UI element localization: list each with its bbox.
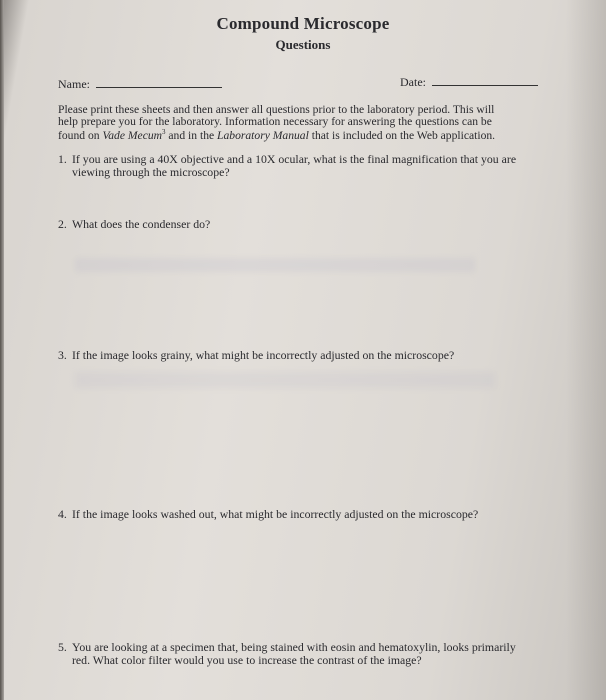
footnote-marker: 3 — [162, 128, 166, 136]
question-4 — [58, 508, 548, 521]
question-text: If the image looks grainy, what might be incorrectly adjusted on the microscope? — [72, 348, 455, 362]
question-number: 5. — [58, 640, 67, 654]
instructions-text: and in the — [165, 128, 218, 142]
question-3 — [58, 349, 548, 362]
instructions-paragraph — [58, 104, 550, 141]
vade-mecum-title: Vade Mecum — [102, 128, 163, 142]
instructions-line-3 — [58, 127, 550, 141]
question-number: 1. — [58, 152, 67, 166]
instructions-line-2: help prepare you for the laboratory. Information necessary for answering the questions can be — [58, 114, 492, 128]
question-2 — [58, 218, 548, 231]
instructions-text: that is included on the Web application. — [308, 128, 496, 142]
name-label: Name: — [58, 77, 90, 91]
question-text: If you are using a 40X objective and a 10X ocular, what is the final magnification that you are viewing through the microscope? — [72, 152, 517, 179]
page-shadow — [566, 0, 606, 700]
question-1 — [58, 153, 548, 179]
bleed-through — [75, 372, 495, 388]
name-field — [58, 77, 222, 92]
instructions-text: found on — [58, 128, 103, 142]
page-title: Compound Microscope — [216, 14, 390, 33]
question-number: 2. — [58, 217, 67, 231]
question-text: If the image looks washed out, what might be incorrectly adjusted on the microscope? — [72, 507, 479, 521]
question-text: You are looking at a specimen that, being stained with eosin and hematoxylin, looks primarily red. What color filter would you use to increase the contrast of the image? — [72, 640, 516, 667]
instructions-line-1: Please print these sheets and then answer all questions prior to the laboratory period. This will — [58, 103, 495, 116]
question-number: 4. — [58, 507, 67, 521]
page-edge — [0, 0, 4, 700]
question-text: What does the condenser do? — [72, 217, 211, 231]
question-number: 3. — [58, 348, 67, 362]
question-5 — [58, 641, 528, 667]
date-blank — [432, 75, 538, 86]
date-field — [400, 75, 538, 90]
bleed-through — [75, 258, 475, 272]
date-label: Date: — [400, 75, 426, 89]
page-subtitle: Questions — [275, 37, 331, 52]
name-blank — [96, 77, 222, 88]
lab-manual-title: Laboratory Manual — [217, 128, 309, 142]
